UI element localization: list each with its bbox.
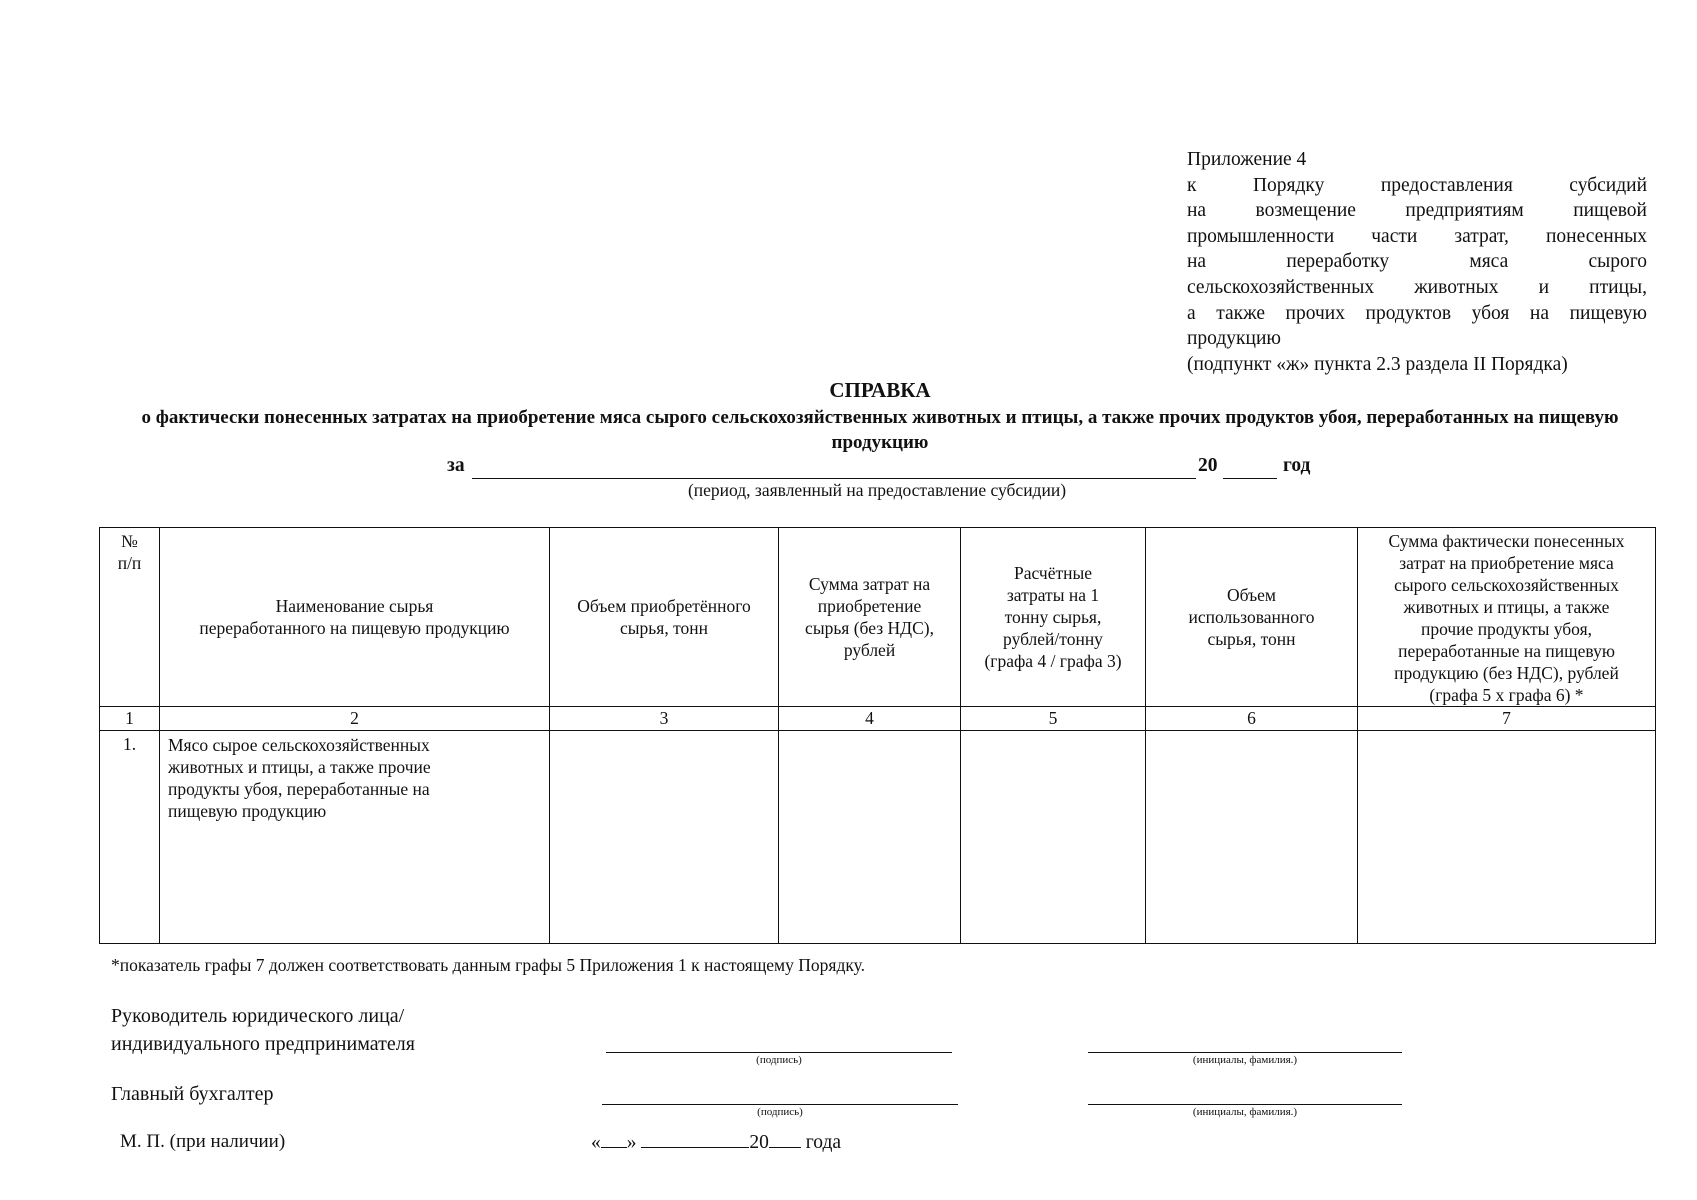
actual-cost-cell[interactable]	[1358, 731, 1656, 944]
header-cell: Сумма фактически понесенных затрат на приобретение мяса сырого сельскохозяйственных животных и птицы, а также прочие продукты убоя, переработанные на пищевую продукцию (без НДС), рублей (графа 5 х графа 6) *	[1358, 528, 1656, 707]
accountant-signature-caption: (подпись)	[757, 1106, 803, 1118]
used-volume-cell[interactable]	[1146, 731, 1358, 944]
header-cell: Наименование сырья переработанного на пищевую продукцию	[160, 528, 550, 707]
head-name-line[interactable]	[1088, 1052, 1402, 1053]
period-prefix: за	[447, 455, 465, 476]
date-year-blank[interactable]	[769, 1129, 801, 1148]
period-blank-line[interactable]	[472, 478, 1196, 479]
appendix-reference: (подпункт «ж» пункта 2.3 раздела II Порядка)	[1187, 353, 1568, 375]
appendix-line: к Порядку предоставления субсидий	[1187, 174, 1647, 196]
cost-per-ton-cell[interactable]	[961, 731, 1146, 944]
period-year-blank[interactable]	[1223, 478, 1277, 479]
header-cell: Расчётные затраты на 1 тонну сырья, рублей/тонну (графа 4 / графа 3)	[961, 528, 1146, 707]
table-header-row	[100, 528, 1656, 707]
accountant-name-line[interactable]	[1088, 1104, 1402, 1105]
row-item-name: Мясо сырое сельскохозяйственных животных и птицы, а также прочие продукты убоя, переработанные на пищевую продукцию	[160, 731, 550, 944]
column-number: 2	[160, 707, 550, 731]
header-cell: Сумма затрат на приобретение сырья (без НДС), рублей	[779, 528, 961, 707]
head-signatory-label: Руководитель юридического лица/ индивидуального предпринимателя	[111, 1005, 415, 1055]
header-cell: Объем приобретённого сырья, тонн	[550, 528, 779, 707]
row-number: 1.	[100, 731, 160, 944]
appendix-last-line: продукцию	[1187, 328, 1281, 350]
header-cell: № п/п	[100, 528, 160, 707]
column-number: 6	[1146, 707, 1358, 731]
date-suffix: года	[805, 1132, 842, 1153]
date-year-prefix: 20	[749, 1132, 769, 1153]
cost-table	[99, 527, 1656, 944]
footnote: *показатель графы 7 должен соответствовать данным графы 5 Приложения 1 к настоящему Порядку.	[111, 955, 865, 975]
accountant-name-caption: (инициалы, фамилия.)	[1192, 1106, 1298, 1118]
date-quote-close: »	[626, 1132, 637, 1153]
column-number: 5	[961, 707, 1146, 731]
accountant-label: Главный бухгалтер	[111, 1083, 274, 1105]
date-quote-open: «	[591, 1132, 601, 1153]
column-number: 1	[100, 707, 160, 731]
purchased-volume-cell[interactable]	[550, 731, 779, 944]
date-month-blank[interactable]	[641, 1129, 749, 1148]
table-row	[100, 731, 1656, 944]
column-number: 7	[1358, 707, 1656, 731]
date-day-blank[interactable]	[601, 1129, 627, 1148]
appendix-heading: Приложение 4	[1187, 149, 1307, 170]
document-title: СПРАВКА	[829, 378, 931, 402]
appendix-line: промышленности части затрат, понесенных	[1187, 225, 1647, 247]
appendix-line: на возмещение предприятиям пищевой	[1187, 200, 1647, 222]
purchase-cost-cell[interactable]	[779, 731, 961, 944]
date-line	[591, 1129, 841, 1154]
period-suffix: год	[1283, 455, 1311, 476]
head-name-caption: (инициалы, фамилия.)	[1192, 1054, 1298, 1066]
column-number: 3	[550, 707, 779, 731]
column-number-row	[100, 707, 1656, 731]
column-number: 4	[779, 707, 961, 731]
header-cell: Объем использованного сырья, тонн	[1146, 528, 1358, 707]
head-signature-caption: (подпись)	[756, 1054, 802, 1066]
period-note: (период, заявленный на предоставление субсидии)	[687, 480, 1067, 500]
stamp-label: М. П. (при наличии)	[120, 1131, 286, 1152]
head-signature-line[interactable]	[606, 1052, 952, 1053]
appendix-line: сельскохозяйственных животных и птицы,	[1187, 276, 1647, 298]
appendix-block	[1187, 147, 1647, 377]
appendix-line: на переработку мяса сырого	[1187, 251, 1647, 273]
document-subtitle: о фактически понесенных затратах на приобретение мяса сырого сельскохозяйственных животных и птицы, а также прочих продуктов убоя, переработанных на пищевую продукцию	[141, 407, 1619, 453]
appendix-line: а также прочих продуктов убоя на пищевую	[1187, 302, 1647, 324]
period-year-prefix: 20	[1198, 455, 1218, 476]
accountant-signature-line[interactable]	[602, 1104, 958, 1105]
